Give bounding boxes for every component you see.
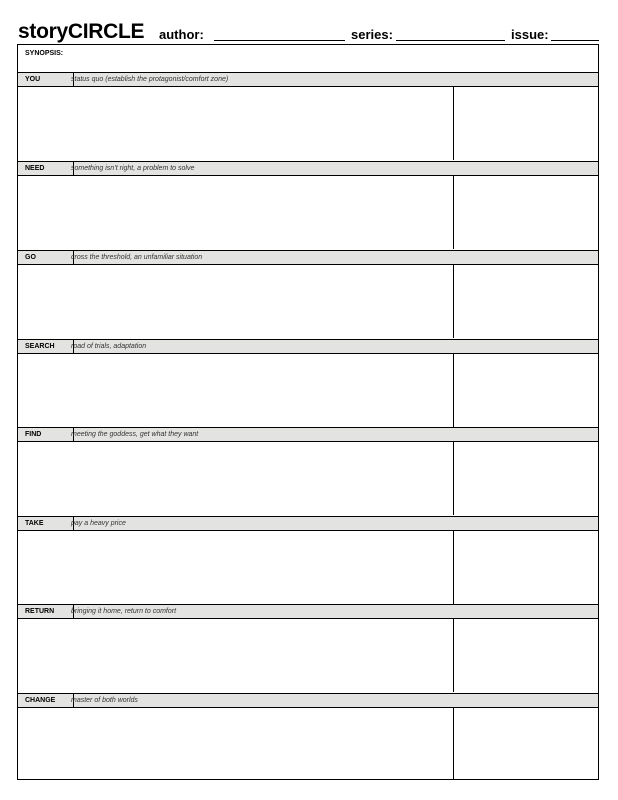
section-description: cross the threshold, an unfamiliar situation (71, 254, 203, 261)
section-description: something isn’t right, a problem to solve (71, 165, 195, 172)
section-name: FIND (18, 428, 74, 441)
section-header (17, 339, 599, 354)
section-description: pay a heavy price (71, 520, 126, 527)
section-description: road of trials, adaptation (71, 343, 147, 350)
section-notes-divider (453, 354, 454, 427)
section-writing-area[interactable] (17, 176, 599, 249)
issue-label: issue: (511, 27, 549, 42)
section-notes-divider (453, 176, 454, 249)
synopsis-label: SYNOPSIS: (25, 50, 64, 57)
section-writing-area[interactable] (17, 354, 599, 427)
section-writing-area[interactable] (17, 619, 599, 692)
section-header (17, 693, 599, 708)
section-name: NEED (18, 162, 74, 175)
issue-field[interactable] (551, 40, 599, 41)
section-writing-area[interactable] (17, 87, 599, 160)
section-notes-divider (453, 442, 454, 515)
section-notes-divider (453, 87, 454, 160)
section-notes-divider (453, 265, 454, 338)
section-name: CHANGE (18, 694, 74, 707)
section-header (17, 516, 599, 531)
synopsis-box[interactable] (18, 45, 598, 73)
section-name: SEARCH (18, 340, 74, 353)
author-field[interactable] (214, 40, 345, 41)
title-story: story (18, 20, 68, 43)
section-header (17, 604, 599, 619)
author-label: author: (159, 27, 204, 42)
page-header (18, 16, 602, 42)
title-circle: CIRCLE (67, 20, 145, 43)
section-header (17, 250, 599, 265)
section-name: TAKE (18, 517, 74, 530)
section-header (17, 427, 599, 442)
section-name: RETURN (18, 605, 74, 618)
section-description: bringing it home, return to comfort (71, 608, 177, 615)
section-name: YOU (18, 73, 74, 86)
page-title (18, 20, 144, 44)
section-header (17, 161, 599, 176)
section-writing-area[interactable] (17, 708, 599, 780)
series-field[interactable] (396, 40, 505, 41)
section-description: meeting the goddess, get what they want (71, 431, 199, 438)
section-writing-area[interactable] (17, 442, 599, 515)
story-circle-sheet (17, 44, 599, 780)
section-header (17, 72, 599, 87)
section-notes-divider (453, 708, 454, 780)
section-name: GO (18, 251, 74, 264)
section-notes-divider (453, 619, 454, 692)
section-description: status quo (establish the protagonist/comfort zone) (71, 76, 229, 83)
section-writing-area[interactable] (17, 265, 599, 338)
series-label: series: (351, 27, 393, 42)
section-notes-divider (453, 531, 454, 604)
section-writing-area[interactable] (17, 531, 599, 604)
section-description: master of both worlds (71, 697, 138, 704)
